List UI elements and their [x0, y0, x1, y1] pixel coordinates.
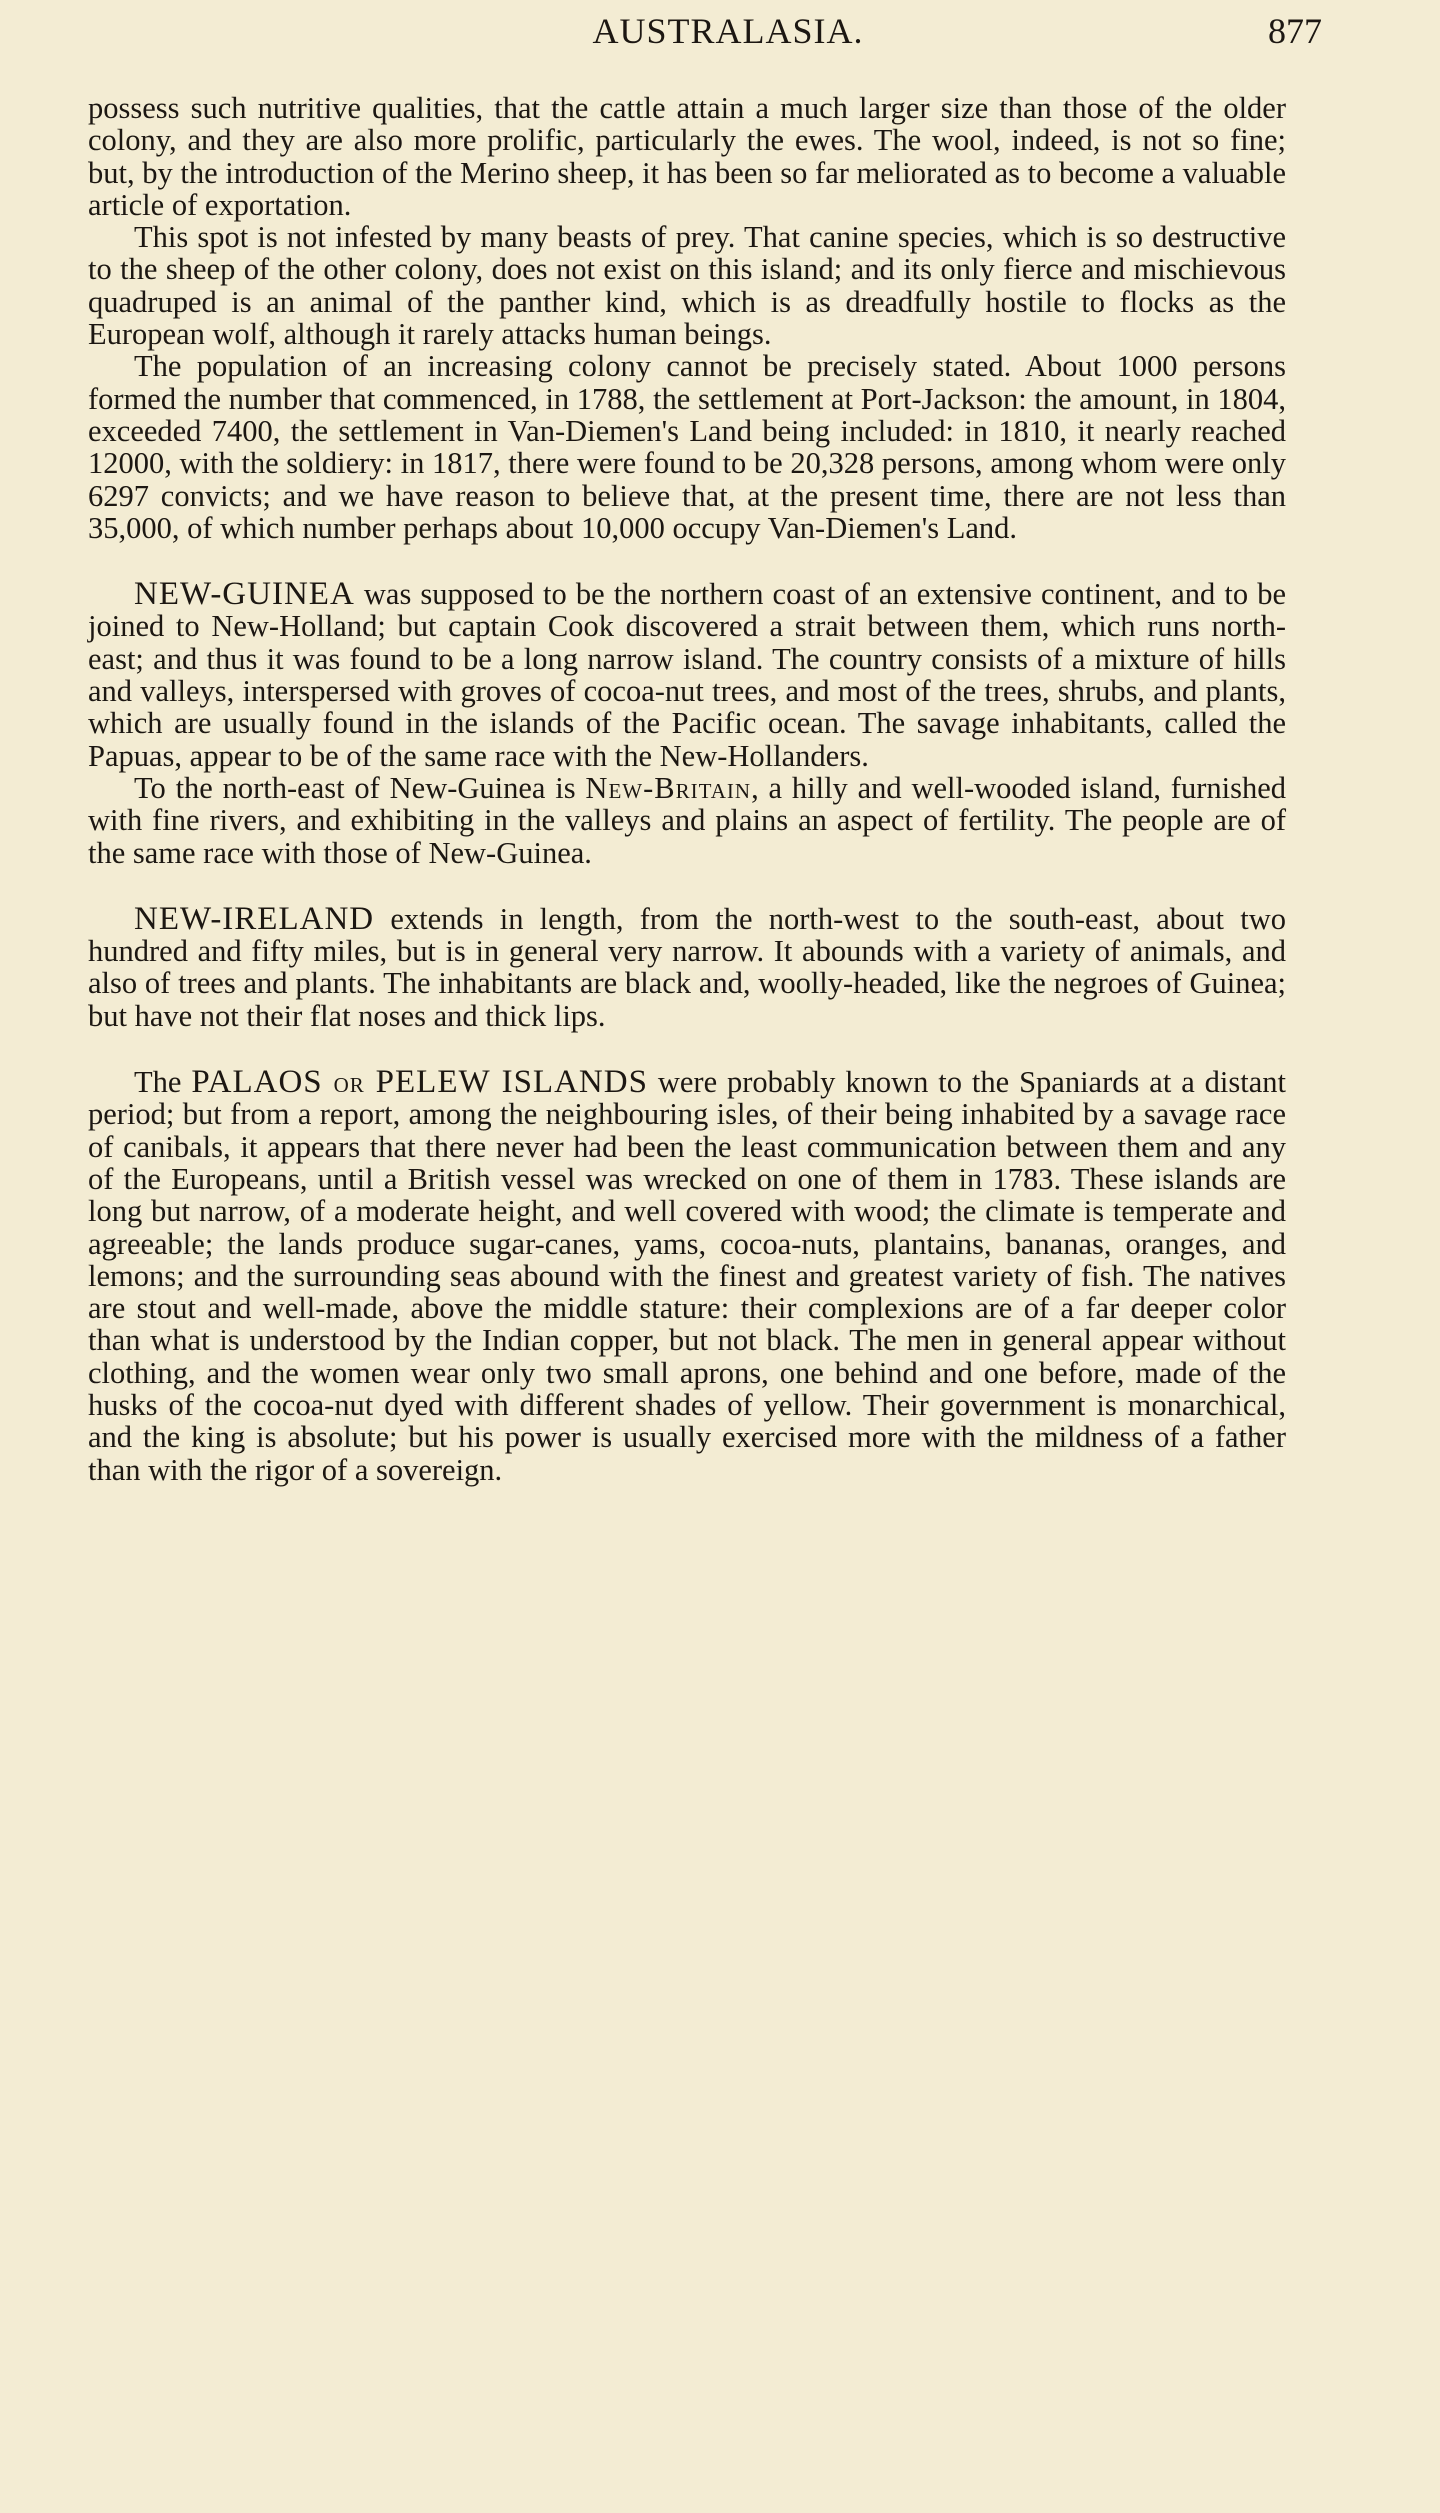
page-number: 877 — [1268, 11, 1322, 51]
section-heading-new-guinea: NEW-GUINEA — [134, 576, 355, 613]
heading-connector-or: or — [322, 1065, 376, 1100]
paragraph-pelew-text: were probably known to the Spaniards at a distant period; but from a report, among the neighbouring isles, of their being inhabited by a savage race of canibals, it appears that there never had been the least communication between them and any of the Europeans, until a British vessel was wrecked on one of them in 1783. These islands are long but narrow, of a moderate height, and well covered with wood; the climate is temperate and agreeable; the lands produce sugar-canes, yams, cocoa-nuts, plantains, bananas, oranges, and lemons; and the surrounding seas abound with the finest and greatest variety of fish. The natives are stout and well-made, above the middle stature: their complexions are of a far deeper color than what is understood by the Indian copper, but not black. The men in general appear without clothing, and the women wear only two small aprons, one behind and one before, made of the husks of the cocoa-nut dyed with different shades of yellow. Their government is monarchical, and the king is absolute; but his power is usually exercised more with the mildness of a father than with the rigor of a sovereign. — [88, 1065, 1286, 1487]
section-heading-new-ireland: NEW-IRELAND — [134, 900, 375, 937]
section-heading-pelew-islands: PELEW ISLANDS — [375, 1064, 648, 1101]
section-heading-palaos: PALAOS — [191, 1064, 323, 1101]
book-page — [88, 0, 1368, 2513]
paragraph-new-guinea — [88, 578, 1286, 772]
paragraph-new-guinea-text: was supposed to be the northern coast of an extensive continent, and to be joined to New-Holland; but captain Cook discovered a strait between them, which runs north-east; and thus it was found to be a long narrow island. The country consists of a mixture of hills and valleys, interspersed with groves of cocoa-nut trees, and most of the trees, shrubs, and plants, which are usually found in the islands of the Pacific ocean. The savage inhabitants, called the Papuas, appear to be of the same race with the New-Hollanders. — [88, 577, 1286, 773]
paragraph-new-britain-lead: To the north-east of New-Guinea is — [134, 770, 586, 805]
place-name-new-britain: New-Britain — [585, 770, 752, 805]
paragraph-cattle-wool: possess such nutritive qualities, that the cattle attain a much larger size than those of the older colony, and they are also more prolific, particularly the ewes. The wool, indeed, is not so fine; but, by the introduction of the Merino sheep, it has been so far meliorated as to become a valuable article of exportation. — [88, 91, 1286, 222]
page-title: AUSTRALASIA. — [592, 11, 864, 51]
running-head — [88, 8, 1368, 54]
paragraph-new-ireland-text: extends in length, from the north-west to the south-east, about two hundred and fifty miles, but is in general very narrow. It abounds with a variety of animals, and also of trees and plants. The inhabitants are black and, woolly-headed, like the negroes of Guinea; but have not their flat noses and thick lips. — [88, 901, 1286, 1033]
paragraph-new-britain-text: , a hilly and well-wooded island, furnished with fine rivers, and exhibiting in the valleys and plains an aspect of fertility. The people are of the same race with those of New-Guinea. — [88, 770, 1286, 870]
paragraph-pelew-islands — [88, 1066, 1286, 1486]
paragraph-beasts-of-prey: This spot is not infested by many beasts of prey. That canine species, which is so destructive to the sheep of the other colony, does not exist on this island; and its only fierce and mischievous quadruped is an animal of the panther kind, which is as dreadfully hostile to flocks as the European wolf, although it rarely attacks human beings. — [88, 220, 1286, 352]
page-body — [88, 92, 1286, 1486]
paragraph-new-britain — [88, 772, 1286, 869]
paragraph-pelew-lead: The — [134, 1065, 192, 1100]
paragraph-population: The population of an increasing colony cannot be precisely stated. About 1000 persons formed the number that commenced, in 1788, the settlement at Port-Jackson: the amount, in 1804, exceeded 7400, the settlement in Van-Diemen's Land being included: in 1810, it nearly reached 12000, with the soldiery: in 1817, there were found to be 20,328 persons, among whom were only 6297 convicts; and we have reason to believe that, at the present time, there are not less than 35,000, of which number perhaps about 10,000 occupy Van-Diemen's Land. — [88, 349, 1286, 545]
paragraph-new-ireland — [88, 900, 1286, 1033]
